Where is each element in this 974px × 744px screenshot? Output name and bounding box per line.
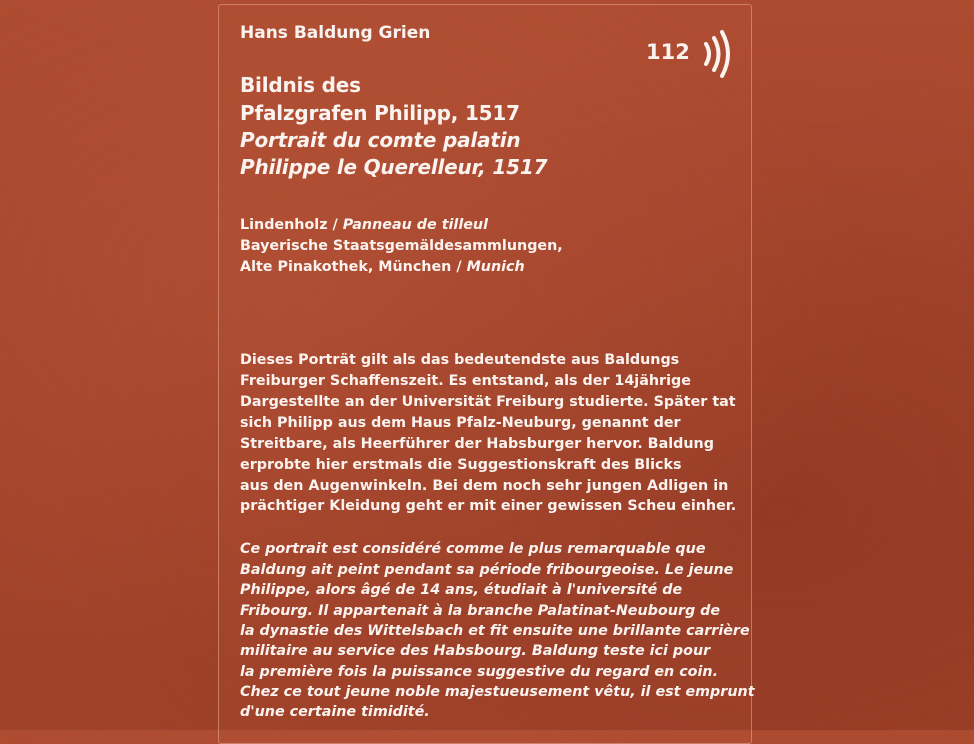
text-de-line: Dargestellte an der Universität Freiburg studierte. Später tat xyxy=(240,394,736,410)
title-fr-line-2: Philippe le Querelleur, 1517 xyxy=(240,155,548,179)
material-de: Lindenholz xyxy=(240,217,328,233)
collection-city-fr: Munich xyxy=(466,259,525,275)
text-fr-line: Baldung ait peint pendant sa période fribourgeoise. Le jeune xyxy=(240,562,734,578)
collection-line-1: Bayerische Staatsgemäldesammlungen, xyxy=(240,238,563,254)
collection-location: Alte Pinakothek, München xyxy=(240,259,452,275)
artist-name: Hans Baldung Grien xyxy=(240,23,431,43)
text-de-line: Freiburger Schaffenszeit. Es entstand, als der 14jährige xyxy=(240,373,691,389)
title-de-line-2: Pfalzgrafen Philipp, 1517 xyxy=(240,101,520,125)
text-de-line: sich Philipp aus dem Haus Pfalz-Neuburg, genannt der xyxy=(240,415,681,431)
text-fr-line: Philippe, alors âgé de 14 ans, étudiait à l'université de xyxy=(240,582,683,598)
text-fr-line: la première fois la puissance suggestive du regard en coin. xyxy=(240,664,719,680)
collection-line-2 xyxy=(240,259,525,275)
audio-waves-icon xyxy=(700,28,734,80)
text-fr-line: d'une certaine timidité. xyxy=(240,704,430,720)
text-fr-line: militaire au service des Habsbourg. Baldung teste ici pour xyxy=(240,643,711,659)
material-line xyxy=(240,217,488,233)
text-de-line: erprobte hier erstmals die Suggestionskraft des Blicks xyxy=(240,457,682,473)
title-de-line-1: Bildnis des xyxy=(240,73,361,97)
audio-guide-marker xyxy=(646,28,736,80)
audio-guide-number: 112 xyxy=(646,40,690,64)
collection-separator: / xyxy=(451,259,467,275)
text-de-line: Dieses Porträt gilt als das bedeutendste aus Baldungs xyxy=(240,352,680,368)
text-de-line: Streitbare, als Heerführer der Habsburger hervor. Baldung xyxy=(240,436,714,452)
text-fr-line: la dynastie des Wittelsbach et fit ensuite une brillante carrière xyxy=(240,623,750,639)
text-fr-line: Chez ce tout jeune noble majestueusement vêtu, il est emprunt xyxy=(240,684,755,700)
text-fr-line: Ce portrait est considéré comme le plus remarquable que xyxy=(240,541,706,557)
text-fr-line: Fribourg. Il appartenait à la branche Palatinat-Neubourg de xyxy=(240,603,721,619)
material-separator: / xyxy=(327,217,343,233)
text-de-line: prächtiger Kleidung geht er mit einer gewissen Scheu einher. xyxy=(240,498,737,514)
text-de-line: aus den Augenwinkeln. Bei dem noch sehr jungen Adligen in xyxy=(240,478,729,494)
title-fr-line-1: Portrait du comte palatin xyxy=(240,128,521,152)
material-fr: Panneau de tilleul xyxy=(342,217,489,233)
